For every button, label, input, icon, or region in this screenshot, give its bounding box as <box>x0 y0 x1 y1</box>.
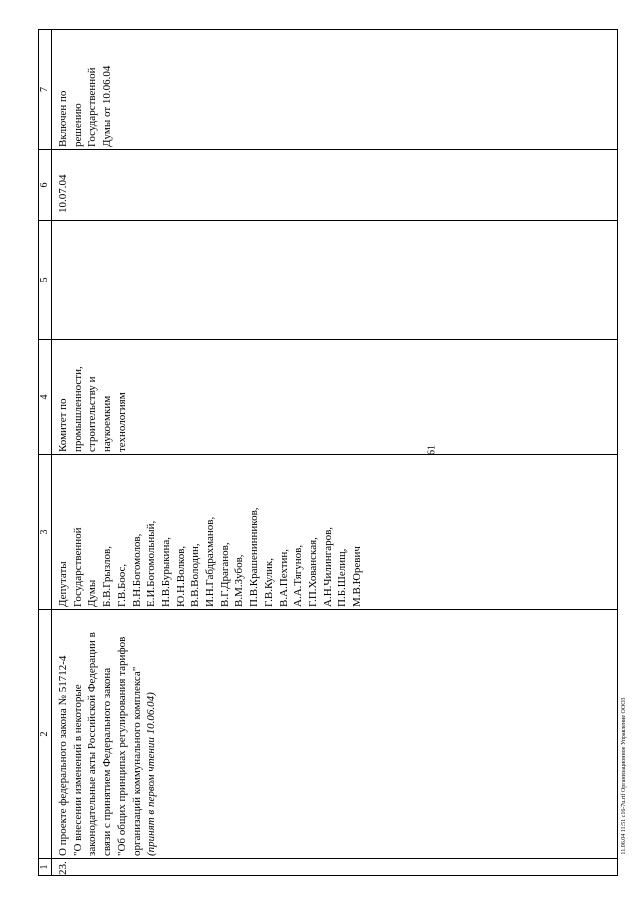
decision-line: решению <box>71 103 84 147</box>
date-cell <box>52 150 618 221</box>
column-header-5: 5 <box>39 221 52 340</box>
committee-line: промышленности, <box>71 366 84 452</box>
decision-line: Думы от 10.06.04 <box>101 65 114 147</box>
decision-line: Государственной <box>86 67 99 147</box>
column-header-7: 7 <box>39 30 52 150</box>
row-number-cell <box>52 859 618 876</box>
bill-title-line: связи с принятием Федерального закона <box>101 667 114 856</box>
author-line: Г.В.Боос, <box>115 563 128 607</box>
committee-line: технологиям <box>115 392 128 452</box>
author-line: Депутаты <box>57 561 69 607</box>
committee-cell <box>52 340 618 455</box>
row-number: 23. <box>57 861 69 875</box>
committee-line: наукоемким <box>101 395 114 452</box>
author-line: Ю.Н.Волков, <box>174 545 187 607</box>
header-row <box>39 30 52 876</box>
footer-text: 11.06.04 11:51 с16-7u.rtf Организационное Управление ООО3 <box>621 697 627 855</box>
author-line: В.В.Володин, <box>189 543 202 607</box>
decision-cell <box>52 30 618 150</box>
column-5-cell <box>52 221 618 340</box>
column-header-6: 6 <box>39 150 52 221</box>
author-line: Государственной <box>71 527 84 607</box>
author-line: Г.В.Кулик, <box>262 558 275 607</box>
author-line: Е.И.Богомольный, <box>145 520 158 607</box>
committee-line: строительству и <box>86 376 99 452</box>
column-header-2: 2 <box>39 610 52 859</box>
document-table-container <box>38 30 618 876</box>
column-header-3: 3 <box>39 455 52 610</box>
author-line: А.А.Тягунов, <box>292 544 305 607</box>
decision-line: Включен по <box>57 90 69 147</box>
author-line: В.Н.Богомолов, <box>130 533 143 607</box>
column-header-4: 4 <box>39 340 52 455</box>
author-line: В.М.Зубов, <box>233 554 246 607</box>
page-number: 61 <box>426 445 438 455</box>
date-value: 10.07.04 <box>57 174 69 213</box>
author-line: Б.В.Грызлов, <box>101 546 114 607</box>
author-line: М.В.Юревич <box>351 546 364 607</box>
bill-title-line: "Об общих принципах регулирования тарифов <box>115 636 128 856</box>
author-line: В.Г.Драганов, <box>218 542 231 607</box>
author-line: В.А.Пехтин, <box>277 548 290 607</box>
author-line: П.В.Крашенинников, <box>248 507 261 607</box>
committee-line: Комитет по <box>57 398 69 452</box>
bill-title-line: организаций коммунального комплекса" <box>130 666 143 856</box>
bill-title-line: О проекте федерального закона № 51712-4 <box>57 655 69 856</box>
author-line: Г.П.Хованская, <box>306 537 319 607</box>
column-header-1: 1 <box>39 859 52 876</box>
bill-title-line: законодательные акты Российской Федерации в <box>86 632 99 856</box>
author-line: П.Б.Шелищ, <box>336 548 349 607</box>
author-line: Н.В.Бурыкина, <box>159 537 172 607</box>
document-table <box>38 29 618 876</box>
bill-title-cell <box>52 610 618 859</box>
bill-title-line: "О внесении изменений в некоторые <box>71 684 84 856</box>
author-line: Думы <box>86 579 99 607</box>
author-line: А.Н.Чилингаров, <box>321 526 334 607</box>
author-line: И.Н.Габдрахманов, <box>204 516 217 607</box>
bill-reading-note: (принят в первом чтении 10.06.04) <box>145 692 158 856</box>
table-row <box>52 30 618 876</box>
authors-cell <box>52 455 618 610</box>
